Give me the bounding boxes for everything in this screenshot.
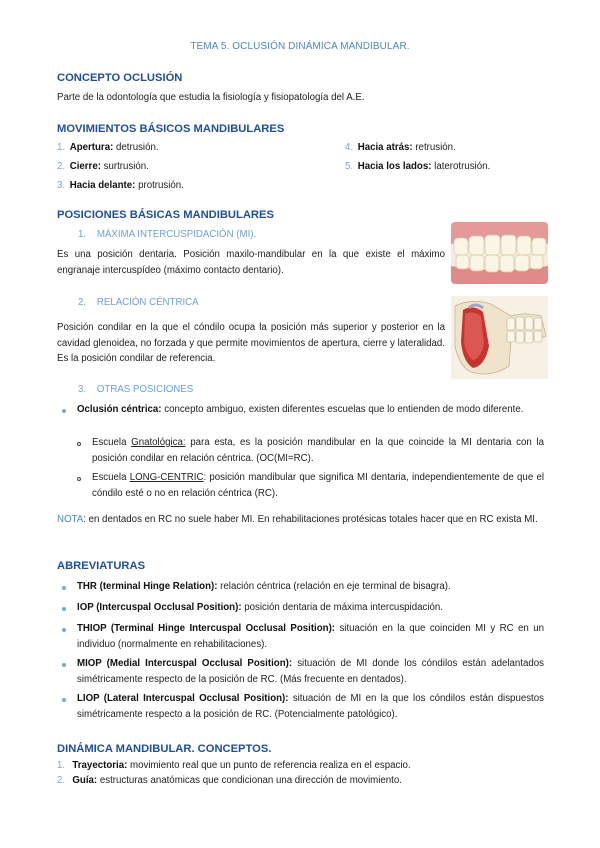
- escuela-gnatologica-text: Escuela Gnatológica: para esta, es la posición mandibular en la que coincide la MI dentaria con la posición condilar en relación céntrica. (OC(MI=RC).: [92, 437, 544, 464]
- bullet-icon: [62, 698, 66, 702]
- oclusion-centrica-text: Oclusión céntrica: concepto ambiguo, existen diferentes escuelas que lo entienden de modo diferente.: [77, 404, 524, 415]
- heading-movimientos: MOVIMIENTOS BÁSICOS MANDIBULARES: [57, 123, 285, 135]
- heading-posiciones: POSICIONES BÁSICAS MANDIBULARES: [57, 209, 274, 221]
- mi-text: Es una posición dentaria. Posición maxilo-mandibular en la que existe el máximo engranaje intercuspídeo (máximo contacto dentario).: [57, 249, 445, 276]
- jaw-muscle-image: [451, 296, 548, 379]
- list-item: 1. Trayectoria: movimiento real que un punto de referencia realiza en el espacio.: [57, 760, 411, 771]
- list-item: 2. Cierre: surtrusión.: [57, 161, 149, 172]
- abbr-miop: MIOP (Medial Intercuspal Occlusal Position): situación de MI donde los cóndilos están adelantados simétricamente respecto de la posición de RC. (Más frecuente en dentados).: [77, 658, 545, 685]
- teeth-occlusion-image: [451, 222, 548, 284]
- bullet-circle-icon: [77, 442, 81, 446]
- bullet-circle-icon: [77, 477, 81, 481]
- list-item: 3. Hacia delante: protrusión.: [57, 180, 184, 191]
- concepto-text: Parte de la odontología que estudia la fisiología y fisiopatología del A.E.: [57, 92, 365, 103]
- abbr-iop: IOP (Intercuspal Occlusal Position): posición dentaria de máxima intercuspidación.: [77, 602, 443, 613]
- nota-text: NOTA: en dentados en RC no suele haber MI. En rehabilitaciones protésicas totales hacer que en RC exista MI.: [57, 514, 538, 525]
- list-item: 2. Guía: estructuras anatómicas que condicionan una dirección de movimiento.: [57, 775, 402, 786]
- abbr-thr: THR (terminal Hinge Relation): relación céntrica (relación en eje terminal de bisagra).: [77, 581, 451, 592]
- subheading-rc: 2. RELACIÓN CÉNTRICA: [78, 297, 199, 308]
- list-item: 1. Apertura: detrusión.: [57, 142, 159, 153]
- list-item: 4. Hacia atrás: retrusión.: [345, 142, 456, 153]
- bullet-icon: [62, 607, 66, 611]
- bullet-icon: [62, 586, 66, 590]
- document-title: TEMA 5. OCLUSIÓN DINÁMICA MANDIBULAR.: [190, 41, 410, 52]
- bullet-icon: [62, 409, 66, 413]
- escuela-long-centric-text: Escuela LONG-CENTRIC: posición mandibular que significa MI dentaria, independientemente de que el cóndilo esté o no en relación céntrica (RC).: [92, 472, 544, 499]
- list-item: 5. Hacia los lados: laterotrusión.: [345, 161, 491, 172]
- bullet-icon: [62, 628, 66, 632]
- rc-text: Posición condilar en la que el cóndilo ocupa la posición más superior y posterior en la cavidad glenoidea, no forzada y que permite movimientos de apertura, cierre y lateralidad. Es la posición condilar de referencia.: [57, 322, 445, 364]
- abbr-liop: LIOP (Lateral Intercuspal Occlusal Position): situación de MI en la que los cóndilos están dispuestos simétricamente respecto a la posición de RC. (Potencialmente patológico).: [77, 693, 544, 720]
- abbr-thiop: THIOP (Terminal Hinge Intercuspal Occlusal Position): situación en la que coinciden MI y RC en un individuo (normalmente en rehabilitaciones).: [77, 623, 544, 650]
- subheading-mi: 1. MÁXIMA INTERCUSPIDACIÓN (MI).: [78, 229, 257, 240]
- bullet-icon: [62, 663, 66, 667]
- heading-dinamica: DINÁMICA MANDIBULAR. CONCEPTOS.: [57, 743, 272, 755]
- subheading-otras: 3. OTRAS POSICIONES: [78, 384, 194, 395]
- heading-abreviaturas: ABREVIATURAS: [57, 560, 146, 572]
- heading-concepto: CONCEPTO OCLUSIÓN: [57, 72, 183, 84]
